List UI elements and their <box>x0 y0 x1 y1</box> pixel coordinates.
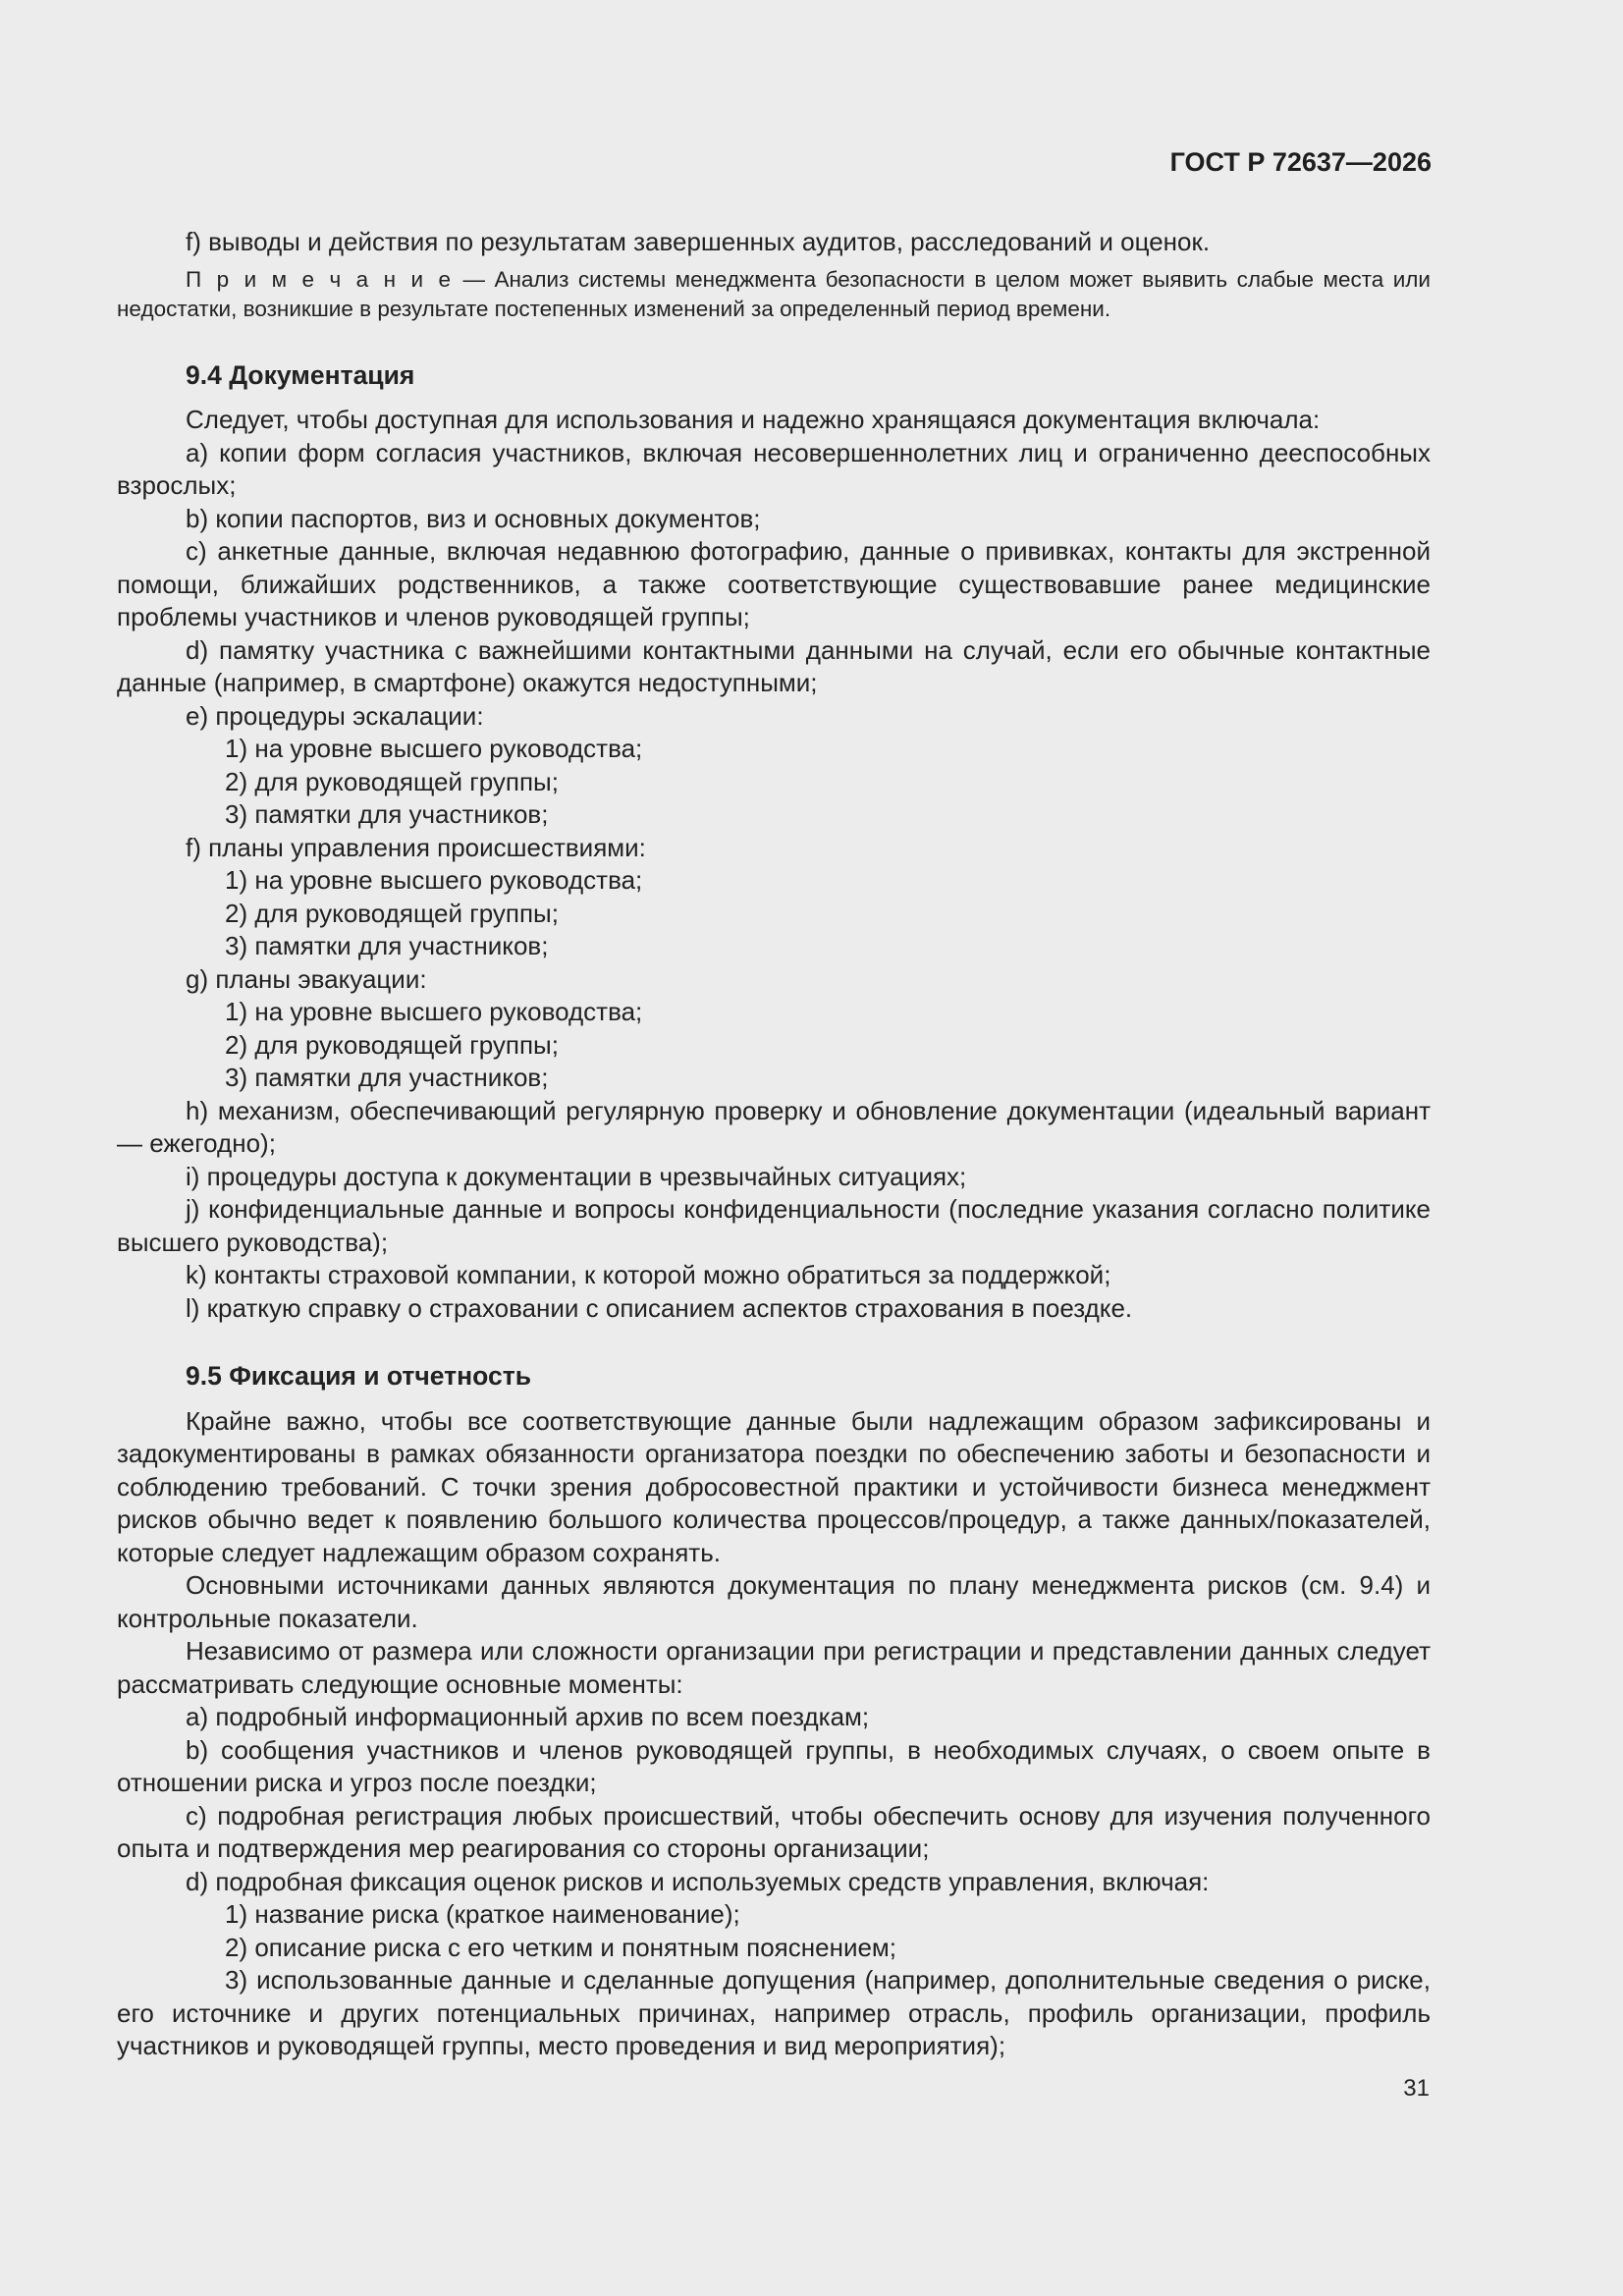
note-paragraph <box>117 265 1431 324</box>
document-id: ГОСТ Р 72637—2026 <box>1169 147 1432 177</box>
list-item: a) подробный информационный архив по всем поездкам; <box>186 1702 870 1731</box>
list-item: d) памятку участника с важнейшими контактными данными на случай, если его обычные контактные данные (например, в смартфоне) окажутся недоступными; <box>117 634 1431 697</box>
section-heading-9-4: 9.4 Документация <box>186 359 415 390</box>
list-item: c) подробная регистрация любых происшествий, чтобы обеспечить основу для изучения полученного опыта и подтверждения мер реагирования со стороны организации; <box>117 1800 1431 1863</box>
section-heading-9-5: 9.5 Фиксация и отчетность <box>186 1361 531 1391</box>
list-item: f) выводы и действия по результатам завершенных аудитов, расследований и оценок. <box>186 227 1211 256</box>
paragraph: Крайне важно, чтобы все соответствующие данные были надлежащим образом зафиксированы и задокументированы в рамках обязанности организатора поездки по обеспечению заботы и безопасности и соблюдению требований. С точки зрения добросовестной практики и устойчивости бизнеса менеджмент рисков обычно ведет к появлению большого количества процессов/процедур, а также данных/показателей, которые следует надлежащим образом сохранять. <box>117 1405 1431 1567</box>
list-item: f) планы управления происшествиями: <box>186 832 646 862</box>
note-text: — Анализ системы менеджмента безопасности в целом может выявить слабые места или недостатки, возникшие в результате постепенных изменений за определенный период времени. <box>117 266 1431 321</box>
list-item: d) подробная фиксация оценок рисков и используемых средств управления, включая: <box>186 1866 1210 1896</box>
list-item: e) процедуры эскалации: <box>186 700 484 731</box>
sub-list-item: 2) описание риска с его четким и понятным пояснением; <box>225 1932 897 1962</box>
list-item: l) краткую справку о страховании с описанием аспектов страхования в поездке. <box>186 1292 1133 1323</box>
sub-list-item: 3) памятки для участников; <box>225 1063 549 1092</box>
list-item: b) копии паспортов, виз и основных документов; <box>186 503 761 533</box>
paragraph: Основными источниками данных являются документация по плану менеджмента рисков (см. 9.4) и контрольные показатели. <box>117 1570 1431 1633</box>
list-item: h) механизм, обеспечивающий регулярную проверку и обновление документации (идеальный вариант — ежегодно); <box>117 1095 1431 1158</box>
sub-list-item: 1) на уровне высшего руководства; <box>225 865 643 895</box>
list-item: i) процедуры доступа к документации в чрезвычайных ситуациях; <box>186 1161 967 1191</box>
list-item: j) конфиденциальные данные и вопросы конфиденциальности (последние указания согласно политике высшего руководства); <box>117 1194 1431 1257</box>
paragraph: Независимо от размера или сложности организации при регистрации и представлении данных следует рассматривать следующие основные моменты: <box>117 1636 1431 1699</box>
list-item: g) планы эвакуации: <box>186 963 427 994</box>
sub-list-item: 2) для руководящей группы; <box>225 766 559 796</box>
list-item: k) контакты страховой компании, к которой можно обратиться за поддержкой; <box>186 1260 1111 1289</box>
sub-list-item: 2) для руководящей группы; <box>225 898 559 928</box>
document-body <box>117 226 1431 2063</box>
sub-list-item: 3) памятки для участников; <box>225 799 549 829</box>
list-item: a) копии форм согласия участников, включая несовершеннолетних лиц и ограниченно дееспособных взрослых; <box>117 437 1431 500</box>
page-number: 31 <box>1403 2075 1430 2102</box>
sub-list-item: 3) использованные данные и сделанные допущения (например, дополнительные сведения о риске, его источнике и других потенциальных причинах, например отрасль, профиль организации, профиль участников и руководящей группы, место проведения и вид мероприятия); <box>117 1965 1431 2060</box>
paragraph: Следует, чтобы доступная для использования и надежно хранящаяся документация включала: <box>186 405 1321 434</box>
sub-list-item: 1) на уровне высшего руководства; <box>225 997 643 1026</box>
note-label: П р и м е ч а н и е <box>186 266 455 292</box>
sub-list-item: 1) название риска (краткое наименование); <box>225 1899 740 1929</box>
list-item: b) сообщения участников и членов руководящей группы, в необходимых случаях, о своем опыте в отношении риска и угроз после поездки; <box>117 1734 1431 1797</box>
sub-list-item: 3) памятки для участников; <box>225 931 549 960</box>
list-item: c) анкетные данные, включая недавнюю фотографию, данные о прививках, контакты для экстренной помощи, ближайших родственников, а также соответствующие существовавшие ранее медицинские проблемы участников и членов руководящей группы; <box>117 536 1431 631</box>
sub-list-item: 1) на уровне высшего руководства; <box>225 734 643 763</box>
sub-list-item: 2) для руководящей группы; <box>225 1029 559 1060</box>
